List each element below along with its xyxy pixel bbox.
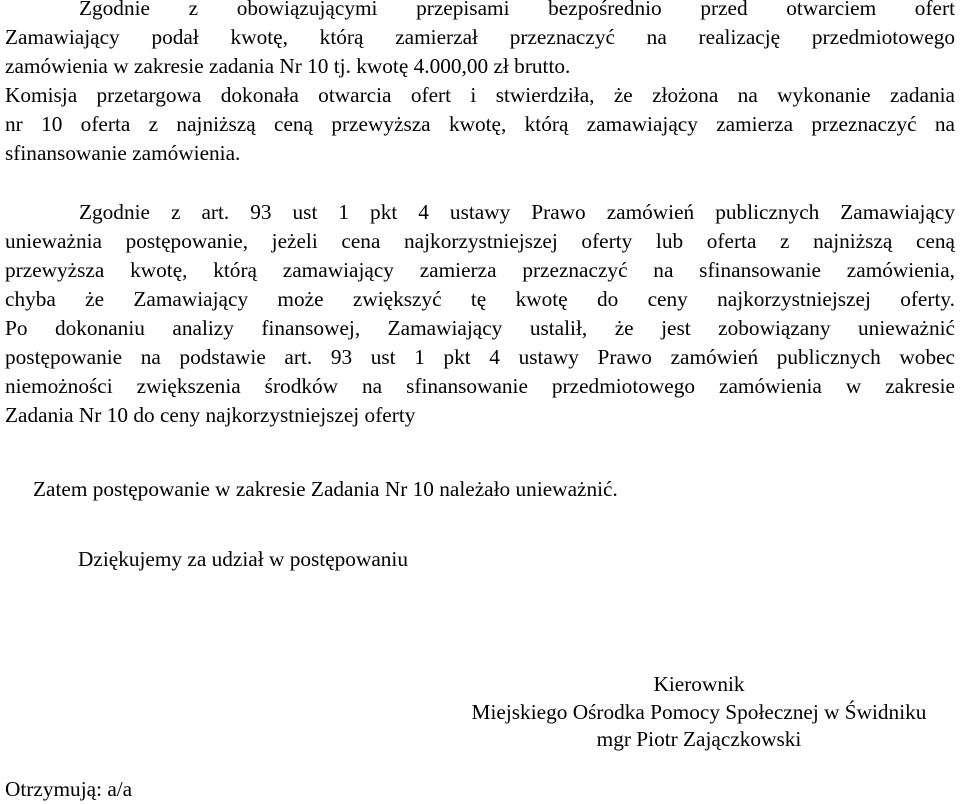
paragraph-line: sfinansowanie zamówienia. [5,141,241,165]
paragraph-line: unieważnia postępowanie, jeżeli cena najkorzystniejszej oferty lub oferta z najniższą ceną [5,229,955,253]
paragraph-line: Zgodnie z art. 93 ust 1 pkt 4 ustawy Prawo zamówień publicznych Zamawiający [79,200,955,224]
recipients-text: Otrzymują: a/a [5,777,133,801]
signature-name: mgr Piotr Zajączkowski [596,727,802,751]
signature-organization: Miejskiego Ośrodka Pomocy Społecznej w Świdniku [471,700,927,724]
paragraph-line: chyba że Zamawiający może zwiększyć tę kwotę do ceny najkorzystniejszej oferty. [5,287,955,311]
signature-title: Kierownik [653,672,745,696]
paragraph-line: Zadania Nr 10 do ceny najkorzystniejszej oferty [5,403,416,427]
paragraph-line: nr 10 oferta z najniższą ceną przewyższa kwotę, którą zamawiający zamierza przeznaczyć na [5,112,955,136]
paragraph-line: przewyższa kwotę, którą zamawiający zamierza przeznaczyć na sfinansowanie zamówienia, [5,258,955,282]
conclusion-text: Zatem postępowanie w zakresie Zadania Nr 10 należało unieważnić. [33,477,618,501]
paragraph-line: zamówienia w zakresie zadania Nr 10 tj. kwotę 4.000,00 zł brutto. [5,54,571,78]
paragraph-line: Zgodnie z obowiązującymi przepisami bezpośrednio przed otwarciem ofert [79,0,955,20]
paragraph-price-info [5,0,955,168]
paragraph-line: niemożności zwiększenia środków na sfinansowanie przedmiotowego zamówienia w zakresie [5,374,955,398]
paragraph-line: Po dokonaniu analizy finansowej, Zamawiający ustalił, że jest zobowiązany unieważnić [5,316,955,340]
thanks-text: Dziękujemy za udział w postępowaniu [78,547,408,571]
paragraph-line: Zamawiający podał kwotę, którą zamierzał przeznaczyć na realizację przedmiotowego [5,25,955,49]
paragraph-line: Komisja przetargowa dokonała otwarcia ofert i stwierdziła, że złożona na wykonanie zadania [5,83,955,107]
paragraph-legal-basis [5,198,955,430]
paragraph-line: postępowanie na podstawie art. 93 ust 1 pkt 4 ustawy Prawo zamówień publicznych wobec [5,345,955,369]
